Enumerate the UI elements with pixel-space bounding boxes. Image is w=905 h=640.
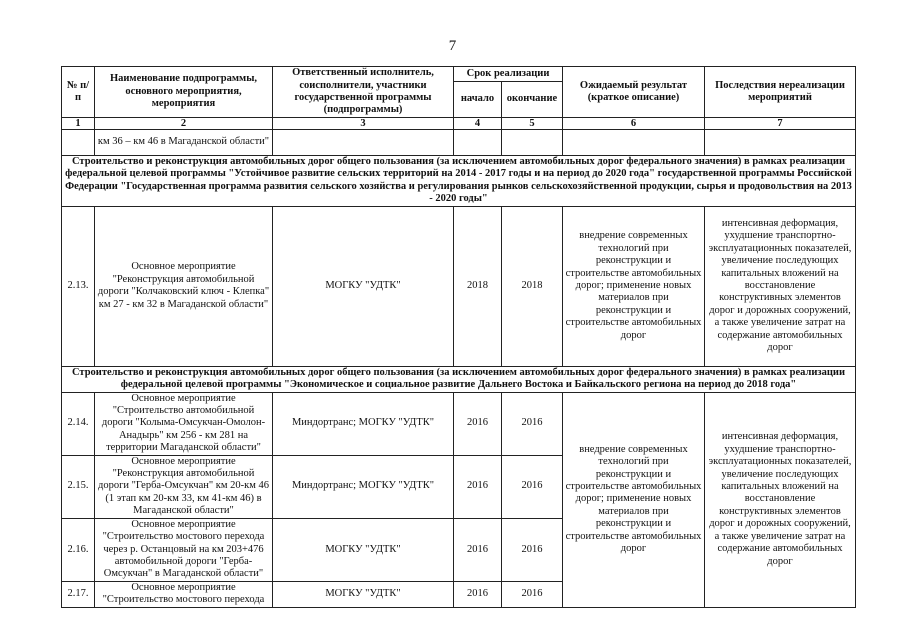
carry-over-row [62,130,856,156]
col-number-4: 4 [454,118,502,130]
row-2-14-exec: Миндортранс; МОГКУ "УДТК" [273,392,454,455]
header-col-start: начало [454,82,502,118]
section-title-2: Строительство и реконструкция автомобильных дорог общего пользования (за исключением автомобильных дорог федерального значения) в рамках реализации федеральной целевой программы "Экономическое и социальное развитие Дальнего Востока и Байкальского региона на период до 2018 года" [62,366,856,392]
carry-exec [273,130,454,156]
row-2-13-name: Основное мероприятие "Реконструкция автомобильной дороги "Колчаковский ключ - Клепка" км 27 - км 32 в Магаданской области" [95,206,273,366]
row-2-17-name: Основное мероприятие "Строительство мостового перехода [95,581,273,607]
carry-end [502,130,563,156]
carry-start [454,130,502,156]
row-2-17-no: 2.17. [62,581,95,607]
carry-conseq [705,130,856,156]
row-2-13-exec: МОГКУ "УДТК" [273,206,454,366]
header-col-end: окончание [502,82,563,118]
header-col-name: Наименование подпрограммы, основного мероприятия, мероприятия [95,67,273,118]
carry-no [62,130,95,156]
col-number-2: 2 [95,118,273,130]
row-2-17-start: 2016 [454,581,502,607]
row-2-17-exec: МОГКУ "УДТК" [273,581,454,607]
row-2-16-name: Основное мероприятие "Строительство мостового перехода через р. Останцовый на км 203+476 автомобильной дороги "Герба-Омсукчан" в Магаданской области" [95,518,273,581]
row-2-14-end: 2016 [502,392,563,455]
row-2-16-end: 2016 [502,518,563,581]
row-2-16-exec: МОГКУ "УДТК" [273,518,454,581]
row-2-15-exec: Миндортранс; МОГКУ "УДТК" [273,455,454,518]
header-col-result: Ожидаемый результат (краткое описание) [563,67,705,118]
row-2-15-name: Основное мероприятие "Реконструкция автомобильной дороги "Герба-Омсукчан" км 20-км 46 (1 этап км 20-км 33, км 41-км 46) в Магаданской области" [95,455,273,518]
col-number-6: 6 [563,118,705,130]
row-2-14-no: 2.14. [62,392,95,455]
table-row-2-14 [62,392,856,455]
row-2-13-conseq: интенсивная деформация, ухудшение транспортно-эксплуатационных показателей, увеличение последующих капитальных вложений на восстановление конструктивных элементов дорог и дорожных сооружений, а также увеличение затрат на содержание автомобильных дорог [705,206,856,366]
row-2-13-result: внедрение современных технологий при реконструкции и строительстве автомобильных дорог; применение новых материалов при реконструкции и строительстве автомобильных дорог [563,206,705,366]
program-table [61,66,856,608]
col-number-5: 5 [502,118,563,130]
header-col-exec: Ответственный исполнитель, соисполнители, участники государственной программы (подпрограммы) [273,67,454,118]
section-row-1 [62,156,856,207]
row-2-15-start: 2016 [454,455,502,518]
carry-result [563,130,705,156]
header-row-1 [62,67,856,82]
row-2-14-start: 2016 [454,392,502,455]
row-2-13-start: 2018 [454,206,502,366]
row-2-13-end: 2018 [502,206,563,366]
group-result: внедрение современных технологий при реконструкции и строительстве автомобильных дорог; применение новых материалов при реконструкции и строительстве автомобильных дорог [563,392,705,607]
section-title-1: Строительство и реконструкция автомобильных дорог общего пользования (за исключением автомобильных дорог федерального значения) в рамках реализации федеральной целевой программы "Устойчивое развитие сельских территорий на 2014 - 2017 годы и на период до 2020 года" государственной программы Российской Федерации "Государственная программа развития сельского хозяйства и регулирования рынков сельскохозяйственной продукции, сырья и продовольствия на 2013 - 2020 годы" [62,156,856,207]
col-number-1: 1 [62,118,95,130]
carry-name: км 36 – км 46 в Магаданской области" [95,130,273,156]
row-2-15-end: 2016 [502,455,563,518]
row-2-15-no: 2.15. [62,455,95,518]
section-row-2 [62,366,856,392]
table-row-2-13 [62,206,856,366]
row-2-13-no: 2.13. [62,206,95,366]
header-col-term: Срок реализации [454,67,563,82]
row-2-14-name: Основное мероприятие "Строительство автомобильной дороги "Колыма-Омсукчан-Омолон-Анадырь" км 256 - км 281 на территории Магаданской области" [95,392,273,455]
row-2-16-start: 2016 [454,518,502,581]
group-conseq: интенсивная деформация, ухудшение транспортно-эксплуатационных показателей, увеличение последующих капитальных вложений на восстановление конструктивных элементов дорог и дорожных сооружений, а также увеличение затрат на содержание автомобильных дорог [705,392,856,607]
row-2-17-end: 2016 [502,581,563,607]
header-col-no: № п/п [62,67,95,118]
col-number-3: 3 [273,118,454,130]
page-number: 7 [448,38,457,54]
row-2-16-no: 2.16. [62,518,95,581]
header-col-conseq: Последствия нереализации мероприятий [705,67,856,118]
column-number-row [62,118,856,130]
col-number-7: 7 [705,118,856,130]
